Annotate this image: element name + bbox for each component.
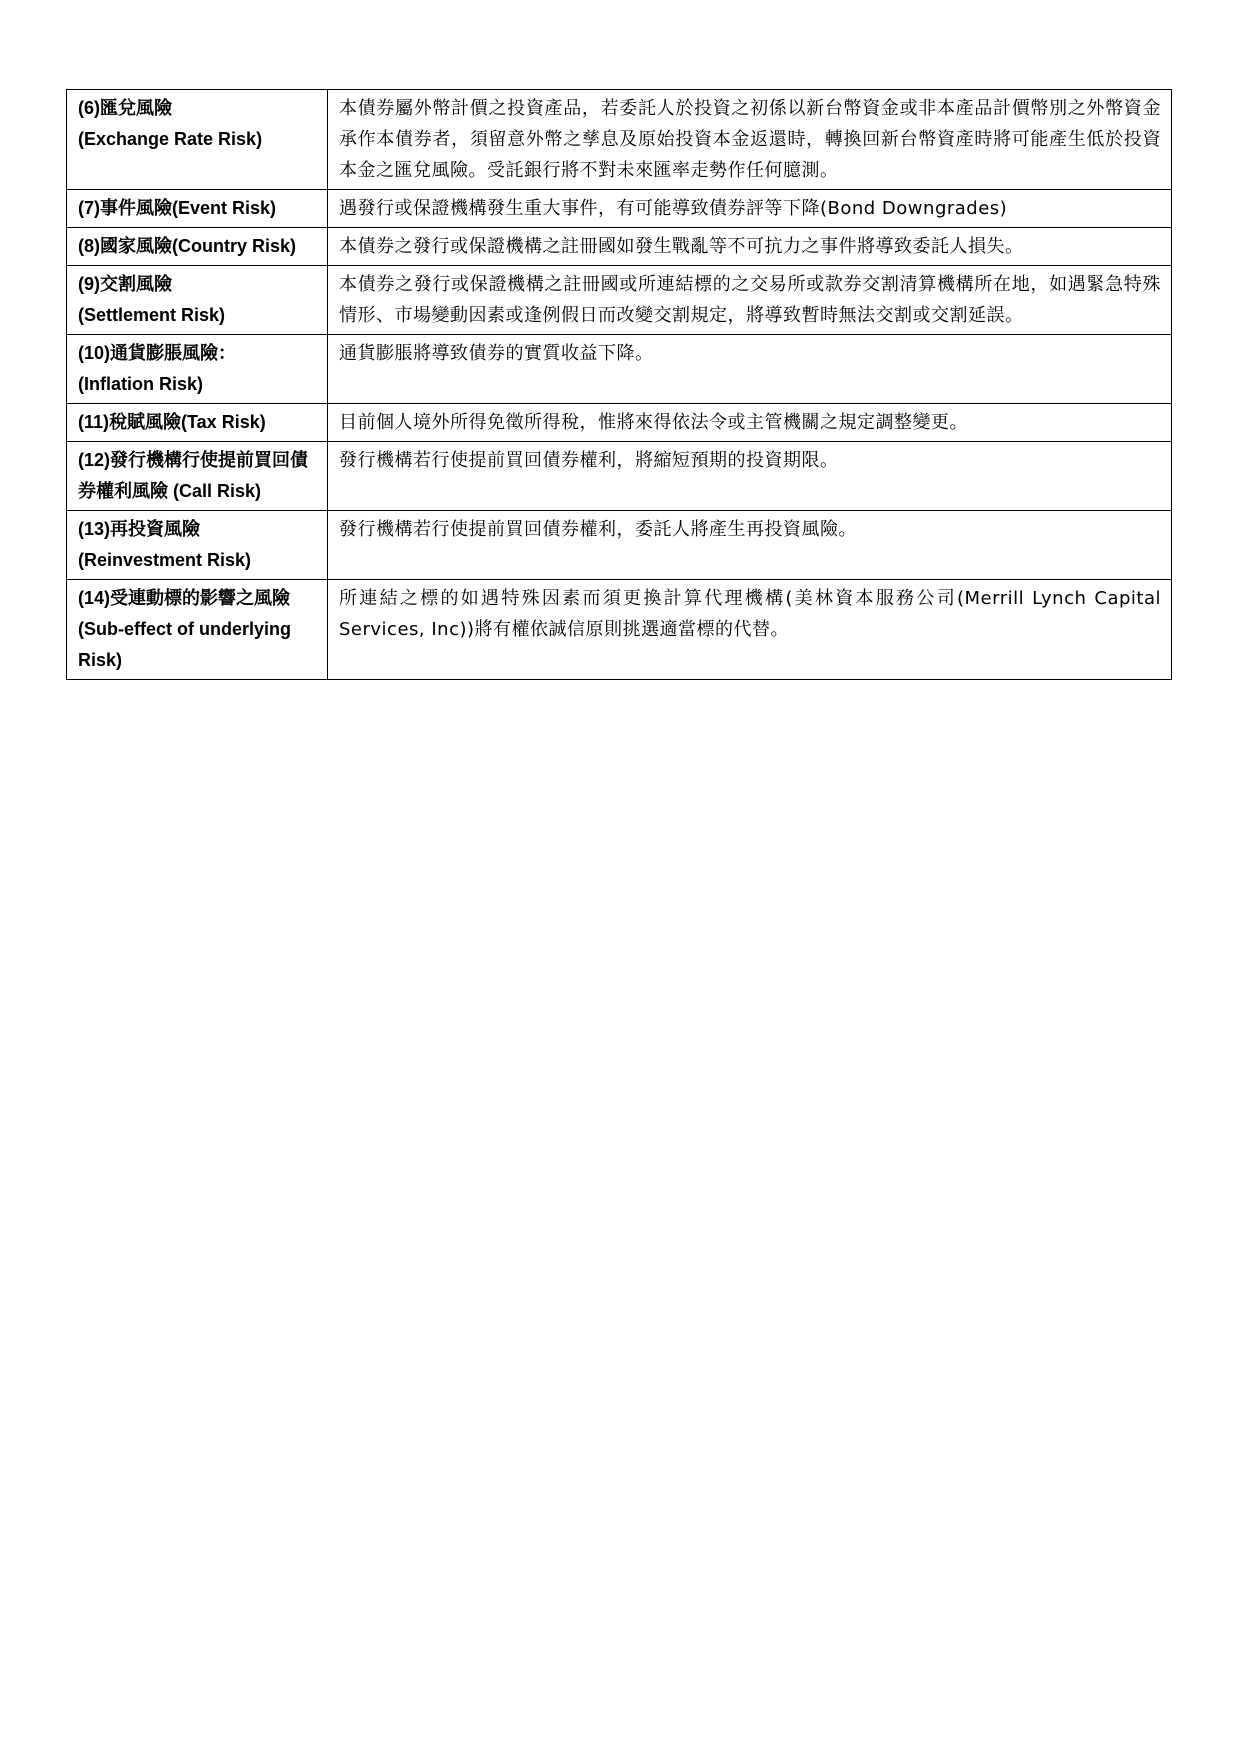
risk-description-settlement: 本債券之發行或保證機構之註冊國或所連結標的之交易所或款券交割清算機構所在地，如遇緊急特殊情形、市場變動因素或逢例假日而改變交割規定，將導致暫時無法交割或交割延誤。	[328, 266, 1172, 335]
risk-description-reinvestment: 發行機構若行使提前買回債券權利，委託人將產生再投資風險。	[328, 511, 1172, 580]
table-row	[67, 190, 1172, 228]
risk-description-tax: 目前個人境外所得免徵所得稅，惟將來得依法令或主管機關之規定調整變更。	[328, 404, 1172, 442]
risk-name-text-13a: (13)再投資風險	[78, 519, 201, 539]
risk-description-country: 本債券之發行或保證機構之註冊國如發生戰亂等不可抗力之事件將導致委託人損失。	[328, 228, 1172, 266]
risk-name-text-10a: (10)通貨膨脹風險：	[78, 343, 237, 363]
table-row	[67, 266, 1172, 335]
risk-name-text-9a: (9)交割風險	[78, 274, 172, 294]
risk-name-text-13b: (Reinvestment Risk)	[78, 550, 252, 570]
risk-name-country: (8)國家風險(Country Risk)	[67, 228, 328, 266]
risk-name-text-6a: (6)匯兌風險	[78, 98, 172, 118]
table-row	[67, 404, 1172, 442]
risk-table	[66, 89, 1172, 680]
table-row	[67, 442, 1172, 511]
table-row	[67, 580, 1172, 680]
risk-description-sub-effect: 所連結之標的如遇特殊因素而須更換計算代理機構(美林資本服務公司(Merrill Lynch Capital Services, Inc))將有權依誠信原則挑選適當標的代替。	[328, 580, 1172, 680]
table-row	[67, 335, 1172, 404]
risk-name-tax: (11)稅賦風險(Tax Risk)	[67, 404, 328, 442]
risk-name-call: (12)發行機構行使提前買回債券權利風險 (Call Risk)	[67, 442, 328, 511]
risk-name-text-10b: (Inflation Risk)	[78, 374, 203, 394]
risk-name-event: (7)事件風險(Event Risk)	[67, 190, 328, 228]
risk-name-text-9b: (Settlement Risk)	[78, 305, 226, 325]
risk-name-reinvestment	[67, 511, 328, 580]
risk-name-sub-effect: (14)受連動標的影響之風險(Sub-effect of underlying Risk)	[67, 580, 328, 680]
risk-description-call: 發行機構若行使提前買回債券權利，將縮短預期的投資期限。	[328, 442, 1172, 511]
risk-name-exchange-rate	[67, 90, 328, 190]
risk-description-event: 遇發行或保證機構發生重大事件，有可能導致債券評等下降(Bond Downgrades)	[328, 190, 1172, 228]
risk-name-inflation	[67, 335, 328, 404]
risk-description-inflation: 通貨膨脹將導致債券的實質收益下降。	[328, 335, 1172, 404]
risk-name-settlement	[67, 266, 328, 335]
table-row	[67, 511, 1172, 580]
risk-description-exchange-rate: 本債券屬外幣計價之投資產品，若委託人於投資之初係以新台幣資金或非本產品計價幣別之外幣資金承作本債券者，須留意外幣之孳息及原始投資本金返還時，轉換回新台幣資產時將可能產生低於投資本金之匯兌風險。受託銀行將不對未來匯率走勢作任何臆測。	[328, 90, 1172, 190]
table-row	[67, 228, 1172, 266]
risk-name-text-6b: (Exchange Rate Risk)	[78, 129, 263, 149]
table-row	[67, 90, 1172, 190]
